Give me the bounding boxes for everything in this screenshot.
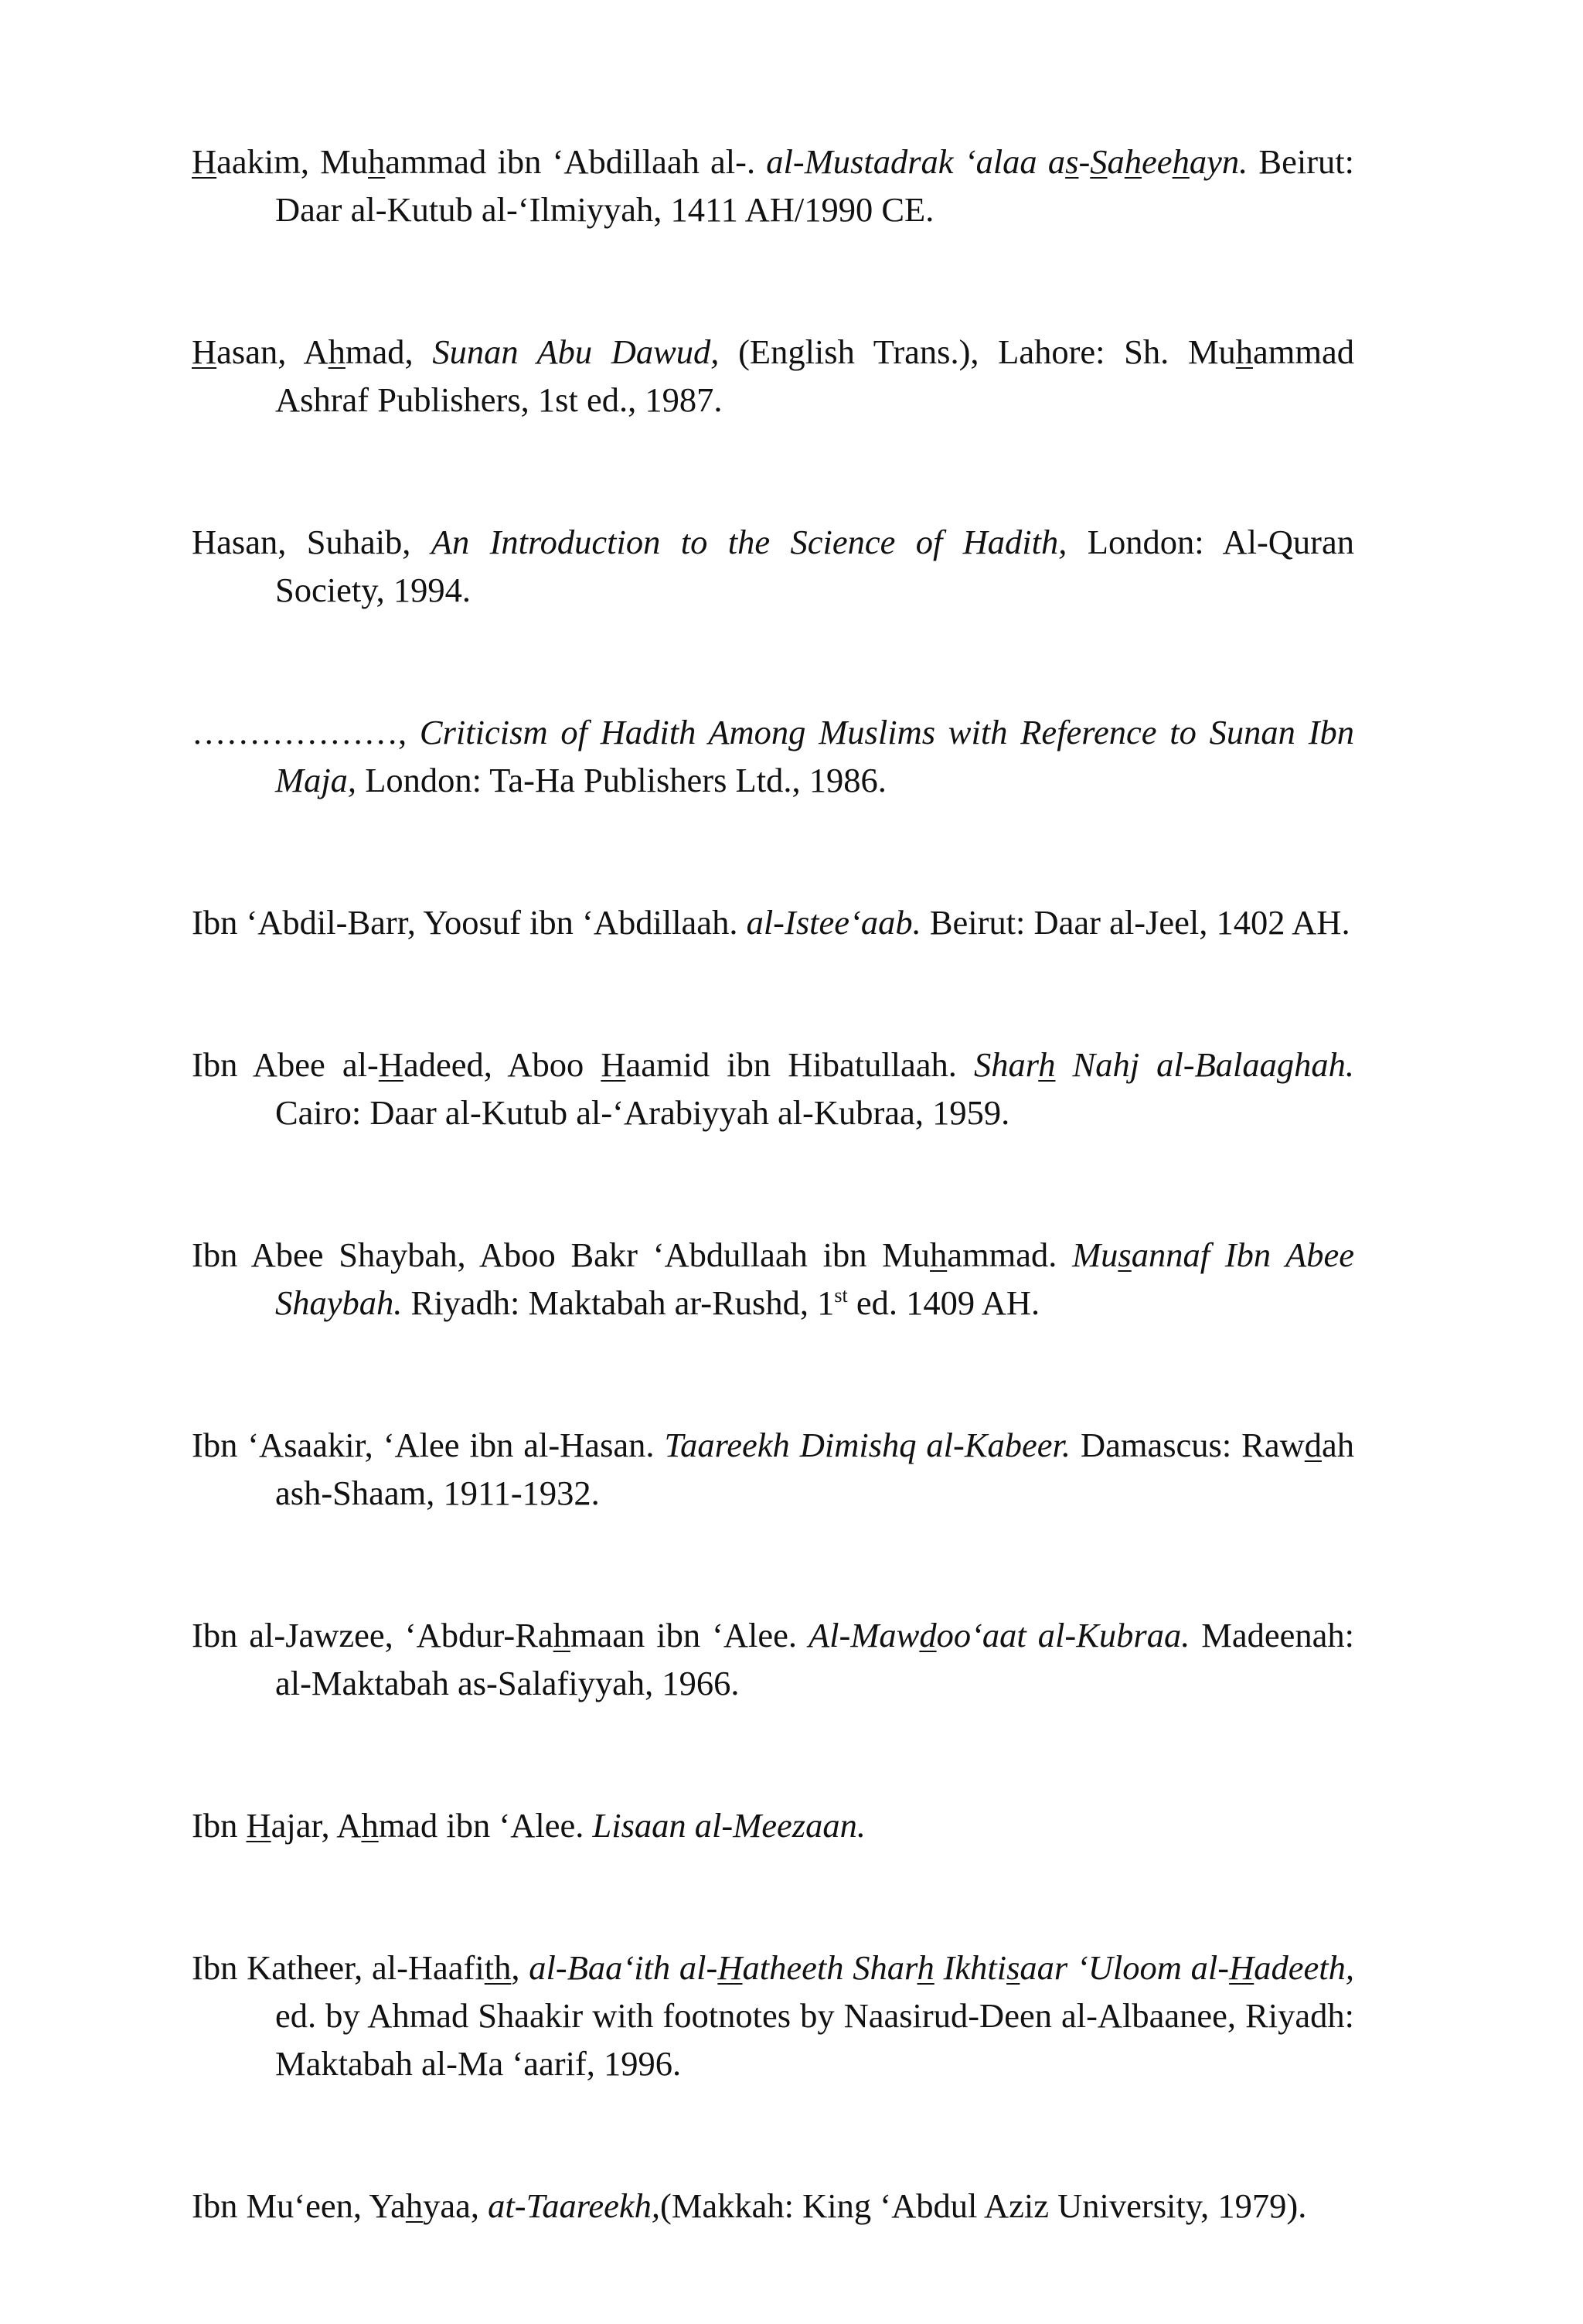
- entry-text: ammad Ashraf Publishers, 1st ed., 1987.: [275, 332, 1354, 419]
- entry-text: ammad.: [947, 1235, 1073, 1274]
- entry-text: ed. by Ahmad Shaakir with footnotes by Naasirud-Deen al-Albaanee, Riyadh: Maktabah al-Ma ‘aarif, 1996.: [275, 1996, 1354, 2083]
- entry-text: Cairo: Daar al-Kutub al-‘Arabiyyah al-Kubraa, 1959.: [275, 1093, 1010, 1132]
- transliteration-mark-italic: s: [1065, 142, 1079, 181]
- entry-text: Ibn Abee al-: [192, 1045, 379, 1084]
- entry-text: London: Al-Quran Society, 1994.: [275, 523, 1354, 609]
- entry-text: ah ash-Shaam, 1911-1932.: [275, 1426, 1354, 1512]
- entry-text: Ibn: [192, 1806, 247, 1845]
- bibliography-entry: [192, 1421, 1354, 1517]
- entry-text: (English Trans.), Lahore: Sh. Mu: [719, 332, 1236, 371]
- transliteration-mark-italic: h: [1124, 142, 1142, 181]
- entry-text: Ibn Katheer, al-Haafi: [192, 1948, 485, 1987]
- bibliography-entry: [192, 1801, 1354, 1849]
- entry-text: mad ibn ‘Alee.: [378, 1806, 593, 1845]
- transliteration-mark: h: [1235, 332, 1254, 371]
- entry-text: ammad ibn ‘Abdillaah al-.: [385, 142, 767, 181]
- entry-text: aamid ibn Hibatullaah.: [625, 1045, 974, 1084]
- transliteration-mark: H: [192, 142, 217, 181]
- transliteration-mark: H: [246, 1806, 271, 1845]
- entry-text: ………………,: [192, 713, 420, 751]
- entry-title-italic: adeeth,: [1254, 1948, 1355, 1987]
- entry-title-italic: ee: [1142, 142, 1173, 181]
- entry-title-italic: Mu: [1072, 1235, 1118, 1274]
- transliteration-mark-italic: H: [717, 1948, 743, 1987]
- bibliography-entry: [192, 138, 1354, 233]
- entry-text: ajar, A: [271, 1806, 362, 1845]
- transliteration-mark: h: [929, 1235, 948, 1274]
- bibliography-entry: [192, 1944, 1354, 2087]
- entry-title-italic: ayn.: [1189, 142, 1248, 181]
- entry-title-italic: An Introduction to the Science of Hadith,: [431, 523, 1067, 561]
- transliteration-mark: H: [192, 332, 217, 371]
- entry-text: adeed, Aboo: [403, 1045, 601, 1084]
- transliteration-mark: h: [361, 1806, 379, 1845]
- entry-title-italic: Shar: [973, 1045, 1039, 1084]
- entry-text: Ibn ‘Abdil-Barr, Yoosuf ibn ‘Abdillaah.: [192, 903, 747, 942]
- transliteration-mark-italic: s: [1118, 1235, 1132, 1274]
- entry-title-italic: al-Mustadrak ‘alaa a: [766, 142, 1066, 181]
- entry-title-italic: Nahj al-Balaaghah.: [1055, 1045, 1355, 1084]
- entry-title-italic: al-Baa‘ith al-: [529, 1948, 718, 1987]
- entry-text: mad,: [345, 332, 433, 371]
- transliteration-mark: h: [368, 142, 386, 181]
- entry-title-italic: al-Istee‘aab.: [746, 903, 921, 942]
- transliteration-mark-italic: d: [919, 1616, 937, 1654]
- entry-title-italic: atheeth Shar: [742, 1948, 917, 1987]
- bibliography-entry: [192, 2182, 1354, 2230]
- entry-text: Beirut: Daar al-Jeel, 1402 AH.: [921, 903, 1350, 942]
- entry-text: asan, A: [216, 332, 329, 371]
- entry-text: ed. 1409 AH.: [847, 1283, 1040, 1322]
- entry-title-italic: aar ‘Uloom al-: [1020, 1948, 1230, 1987]
- entry-text: Ibn ‘Asaakir, ‘Alee ibn al-Hasan.: [192, 1426, 665, 1464]
- entry-title-italic: -: [1078, 142, 1091, 181]
- entry-text: Ibn al-Jawzee, ‘Abdur-Ra: [192, 1616, 553, 1654]
- transliteration-mark: h: [553, 1616, 570, 1654]
- transliteration-mark-italic: h: [917, 1948, 934, 1987]
- entry-title-italic: Lisaan al-Meezaan.: [592, 1806, 866, 1845]
- entry-text: (Makkah: King ‘Abdul Aziz University, 1979).: [660, 2186, 1307, 2225]
- entry-text: yaa,: [423, 2186, 489, 2225]
- entry-title-italic: Ikhti: [934, 1948, 1007, 1987]
- entry-text: Beirut: Daar al-Kutub al-‘Ilmiyyah, 1411 AH/1990 CE.: [275, 142, 1354, 229]
- transliteration-mark-italic: H: [1229, 1948, 1254, 1987]
- entry-text: Hasan, Suhaib,: [192, 523, 431, 561]
- bibliography-entry: [192, 898, 1354, 946]
- transliteration-mark-italic: h: [1172, 142, 1190, 181]
- entry-title-italic: Taareekh Dimishq al-Kabeer.: [664, 1426, 1071, 1464]
- transliteration-mark: h: [405, 2186, 424, 2225]
- entry-text: aakim, Mu: [216, 142, 369, 181]
- transliteration-mark: H: [378, 1045, 403, 1084]
- transliteration-mark-italic: s: [1006, 1948, 1020, 1987]
- entry-title-italic: oo‘aat al-Kubraa.: [936, 1616, 1190, 1654]
- bibliography-entry: [192, 1041, 1354, 1136]
- entry-title-italic: at-Taareekh,: [488, 2186, 661, 2225]
- bibliography-page: [192, 138, 1354, 2324]
- entry-text: London: Ta-Ha Publishers Ltd., 1986.: [356, 761, 887, 799]
- entry-text: Riyadh: Maktabah ar-Rushd, 1: [402, 1283, 835, 1322]
- entry-title-italic: a: [1107, 142, 1125, 181]
- bibliography-entry: [192, 328, 1354, 424]
- entry-text: maan ibn ‘Alee.: [570, 1616, 809, 1654]
- entry-title-italic: Criticism of Hadith Among Muslims with Reference to Sunan Ibn Maja,: [275, 713, 1355, 799]
- transliteration-mark-italic: S: [1090, 142, 1108, 181]
- entry-text: Ibn Abee Shaybah, Aboo Bakr ‘Abdullaah ibn Mu: [192, 1235, 930, 1274]
- bibliography-entry: [192, 708, 1354, 804]
- transliteration-mark-italic: h: [1038, 1045, 1056, 1084]
- bibliography-entry: [192, 1231, 1354, 1327]
- entry-title-italic: Al-Maw: [808, 1616, 920, 1654]
- bibliography-entry: [192, 518, 1354, 614]
- entry-title-italic: annaf Ibn Abee Shaybah.: [275, 1235, 1354, 1322]
- entry-text: ,: [511, 1948, 529, 1987]
- transliteration-mark: h: [328, 332, 346, 371]
- bibliography-entry: [192, 1611, 1354, 1707]
- entry-title-italic: Sunan Abu Dawud,: [432, 332, 720, 371]
- transliteration-mark: H: [601, 1045, 626, 1084]
- entry-text: Ibn Mu‘een, Ya: [192, 2186, 406, 2225]
- transliteration-mark: d: [1304, 1426, 1322, 1464]
- entry-text: Madeenah: al-Maktabah as-Salafiyyah, 1966.: [275, 1616, 1354, 1702]
- ordinal-superscript: st: [834, 1284, 848, 1307]
- transliteration-mark: th: [484, 1948, 512, 1987]
- entry-text: Damascus: Raw: [1071, 1426, 1305, 1464]
